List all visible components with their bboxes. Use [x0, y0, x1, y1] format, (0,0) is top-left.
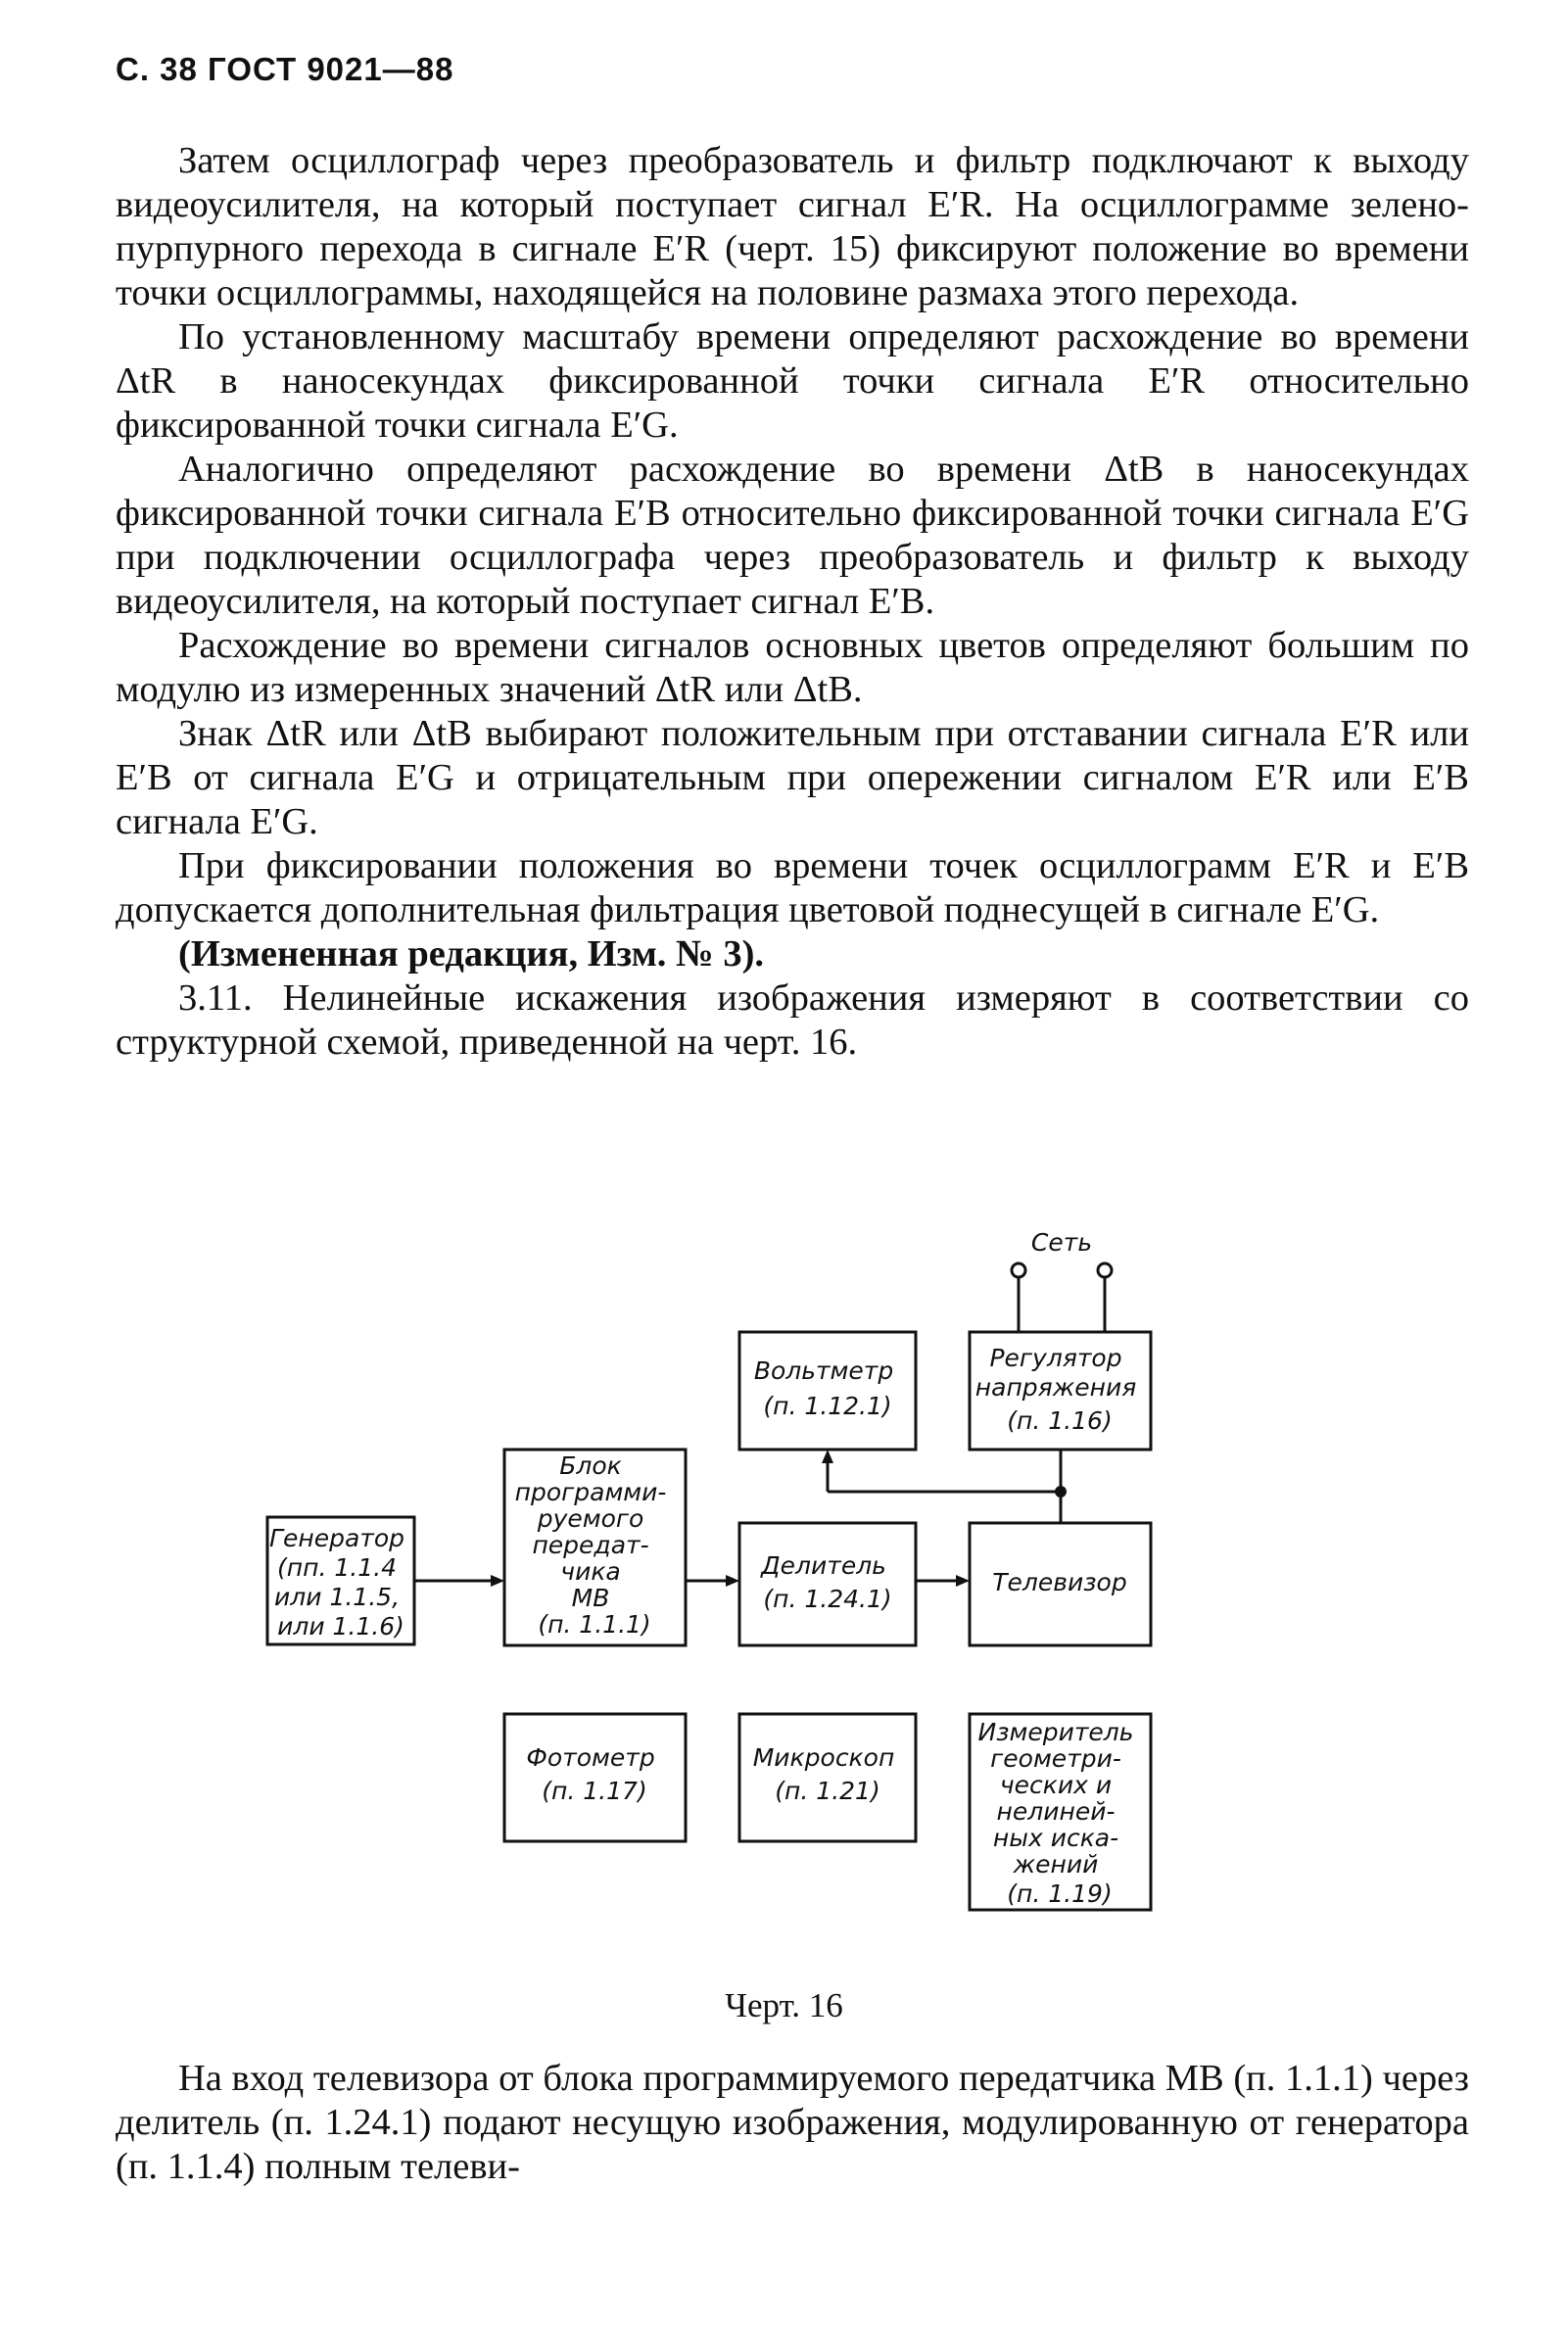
svg-text:Микроскоп (п. 1.21) [753, 1743, 903, 1805]
mains-label: Сеть [1030, 1229, 1093, 1257]
page-header: С. 38 ГОСТ 9021—88 [116, 51, 454, 87]
transmitter-label: программи- [514, 1478, 667, 1506]
meter-label: ных иска- [992, 1824, 1119, 1852]
regulator-label: (п. 1.16) [1007, 1406, 1113, 1435]
transmitter-label: руемого [537, 1504, 644, 1533]
divider-label: (п. 1.24.1) [763, 1585, 892, 1613]
amendment-note: (Измененная редакция, Изм. № 3). [178, 933, 765, 975]
divider-label: Делитель [761, 1551, 886, 1580]
figure-caption: Черт. 16 [725, 1986, 843, 2024]
voltmeter-box [739, 1332, 916, 1450]
meter-label: ческих и [999, 1771, 1113, 1799]
photometer-label: (п. 1.17) [542, 1777, 647, 1805]
transmitter-label: МВ [571, 1584, 610, 1612]
paragraph: Затем осциллограф через преобразователь и фильтр подключают к выходу видеоусилителя, на который поступает сигнал E′R. На осциллограмме зелено-пурпурного перехода в сигнале E′R (черт. 15) фиксируют положение во времени точки осциллограммы, находящейся на половине размаха этого перехода. [116, 140, 1469, 313]
paragraph: По установленному масштабу времени определяют расхождение во времени ΔtR в наносекундах фиксированной точки сигнала E′R относительно фиксированной точки сигнала E′G. [116, 316, 1469, 446]
photometer-label: Фотометр [526, 1743, 655, 1772]
svg-text:Делитель (п. 1.24.1) [760, 1551, 894, 1613]
section-3-11: 3.11. Нелинейные искажения изображения измеряют в соответствии со структурной схемой, приведенной на черт. 16. [116, 977, 1469, 1063]
generator-label: (пп. 1.1.4 [277, 1553, 397, 1582]
generator-label: Генератор [269, 1524, 404, 1552]
transmitter-label: Блок [559, 1451, 622, 1480]
regulator-label: Регулятор [989, 1344, 1122, 1372]
meter-label: (п. 1.19) [1007, 1879, 1113, 1908]
body-text [116, 139, 1469, 1065]
meter-label: нелиней- [996, 1797, 1116, 1826]
svg-text:Блок программи- [515, 1451, 675, 1639]
svg-text:Генератор (пп. 1.1.4 [269, 1524, 412, 1641]
paragraph: Аналогично определяют расхождение во времени ΔtB в наносекундах фиксированной точки сигнала E′B относительно фиксированной точки сигнала E′G при подключении осциллографа через преобразователь и фильтр к выходу видеоусилителя, на который поступает сигнал E′B. [116, 449, 1469, 622]
voltmeter-label: (п. 1.12.1) [763, 1392, 892, 1420]
meter-label: геометри- [990, 1744, 1121, 1773]
svg-text:Вольтметр (п. 1.12.1) [754, 1356, 901, 1420]
svg-text:Регулятор напряжения [975, 1344, 1144, 1435]
meter-label: жений [1013, 1850, 1099, 1879]
svg-text:Фотометр (п. 1.17) [526, 1743, 662, 1805]
body-text-continued [116, 2057, 1469, 2189]
regulator-label: напряжения [974, 1373, 1137, 1402]
block-diagram [250, 1229, 1180, 1944]
transmitter-label: (п. 1.1.1) [538, 1610, 651, 1639]
paragraph: При фиксировании положения во времени точек осциллограмм E′R и E′B допускается дополнительная фильтрация цветовой поднесущей в сигнале E′G. [116, 845, 1469, 930]
generator-label: или 1.1.6) [277, 1612, 404, 1641]
paragraph: На вход телевизора от блока программируемого передатчика МВ (п. 1.1.1) через делитель (п. 1.24.1) подают несущую изображения, модулированную от генератора (п. 1.1.4) полным телеви- [116, 2058, 1469, 2187]
microscope-label: (п. 1.21) [775, 1777, 880, 1805]
transmitter-label: передат- [532, 1531, 649, 1559]
tv-label: Телевизор [992, 1568, 1127, 1596]
generator-label: или 1.1.5, [274, 1583, 401, 1611]
svg-text:Измеритель геометри- [978, 1718, 1142, 1908]
transmitter-label: чика [560, 1557, 621, 1586]
microscope-label: Микроскоп [752, 1743, 895, 1772]
voltmeter-label: Вольтметр [753, 1356, 894, 1385]
paragraph: Расхождение во времени сигналов основных цветов определяют большим по модулю из измеренных значений ΔtR или ΔtB. [116, 625, 1469, 710]
meter-label: Измеритель [977, 1718, 1134, 1746]
paragraph: Знак ΔtR или ΔtB выбирают положительным при отставании сигнала E′R или E′B от сигнала E′G и отрицательным при опережении сигналом E′R или E′B сигнала E′G. [116, 713, 1469, 842]
